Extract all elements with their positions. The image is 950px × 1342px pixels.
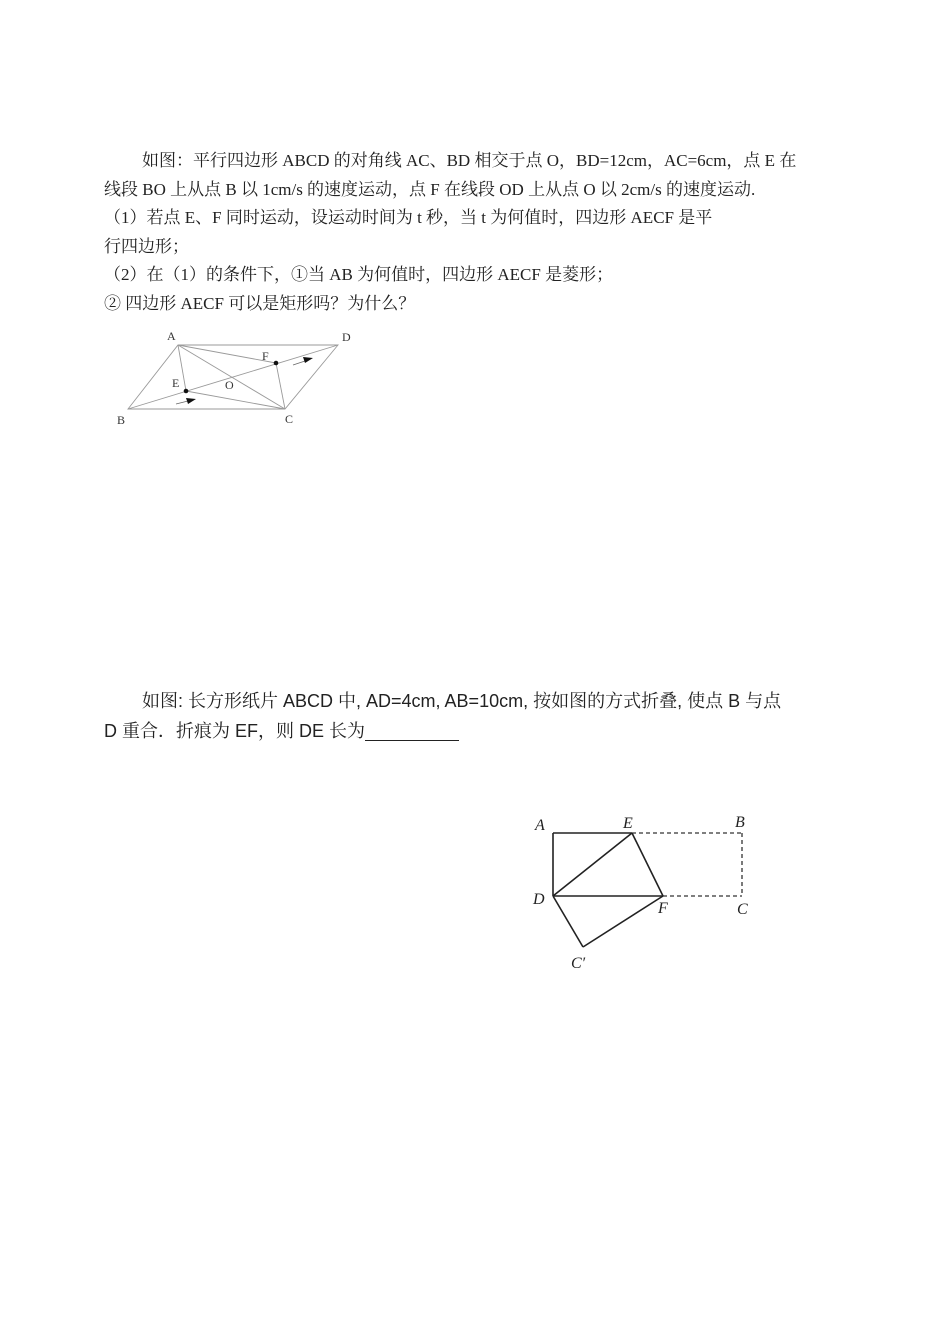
point-f	[274, 361, 279, 366]
crease-ef	[632, 833, 663, 896]
problem-1-line-2: 线段 BO 上从点 B 以 1cm/s 的速度运动，点 F 在线段 OD 上从点 O 以 2cm/s 的速度运动.	[104, 179, 756, 199]
segment-de	[553, 833, 632, 896]
label-c-prime: C′	[571, 955, 586, 972]
label-e: E	[623, 815, 633, 832]
problem-2-line-2: D 重合．折痕为 EF，则 DE 长为	[104, 721, 366, 741]
parallelogram-figure	[110, 325, 360, 430]
problem-2-line-2-wrap	[104, 716, 864, 746]
edge-dc-prime	[553, 896, 583, 947]
problem-1-text	[104, 147, 864, 318]
segment-cf	[276, 363, 285, 409]
problem-1-line-6: ② 四边形 AECF 可以是矩形吗？为什么？	[104, 293, 416, 313]
folded-rectangle-figure	[525, 808, 765, 978]
label-d: D	[342, 330, 351, 344]
label-f: F	[658, 900, 668, 917]
label-e: E	[172, 376, 180, 390]
label-o: O	[225, 378, 234, 392]
point-e	[184, 389, 189, 394]
problem-1-line-3: （1）若点 E、F 同时运动，设运动时间为 t 秒，当 t 为何值时，四边形 AECF 是平	[104, 208, 713, 227]
problem-2-line-1: 如图: 长方形纸片 ABCD 中, AD=4cm, AB=10cm, 按如图的方式折叠, 使点 B 与点	[142, 691, 782, 711]
answer-blank	[365, 720, 459, 741]
label-a: A	[535, 817, 545, 834]
label-c: C	[737, 901, 748, 918]
label-f: F	[262, 349, 269, 363]
label-c: C	[285, 412, 294, 426]
edge-c-prime-f	[583, 896, 663, 947]
label-b: B	[735, 814, 745, 831]
label-d: D	[533, 891, 545, 908]
problem-2-text	[104, 686, 864, 746]
motion-arrow-e	[176, 398, 196, 404]
problem-1-line-4: 行四边形；	[104, 236, 189, 256]
label-a: A	[167, 329, 176, 343]
problem-1-line-5: （2）在（1）的条件下，①当 AB 为何值时，四边形 AECF 是菱形；	[104, 265, 614, 284]
label-b: B	[117, 413, 126, 427]
problem-1-line-1: 如图：平行四边形 ABCD 的对角线 AC、BD 相交于点 O，BD=12cm，AC=6cm，点 E 在	[142, 151, 797, 170]
